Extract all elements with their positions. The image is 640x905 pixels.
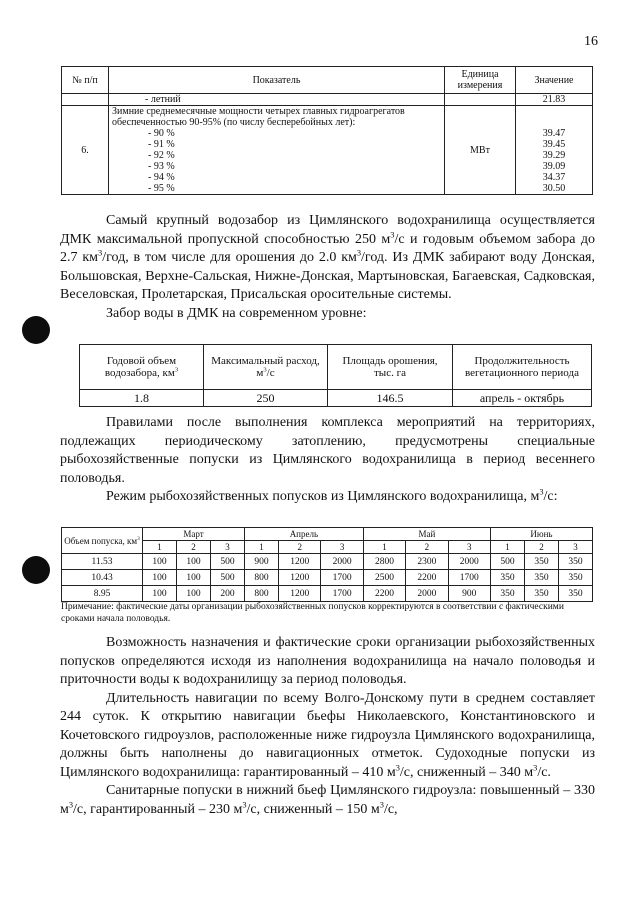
paragraph-intake: Забор воды в ДМК на современном уровне: <box>106 305 367 321</box>
superscript: 3 <box>379 799 384 809</box>
cell: 350 <box>524 570 558 586</box>
header-decade: 2 <box>406 541 448 554</box>
header-max-flow <box>204 345 328 390</box>
cell: 350 <box>558 570 592 586</box>
row6-item-value: 39.47 <box>542 128 566 139</box>
paragraph-fishery <box>60 414 595 507</box>
header-annual-volume <box>80 345 204 390</box>
cell: 100 <box>177 586 211 602</box>
header-decade: 2 <box>279 541 321 554</box>
header-text: Максимальный расход, м <box>211 355 320 379</box>
row6-unit: МВт <box>445 106 516 195</box>
row6-item-label: - 90 % <box>148 128 175 139</box>
header-no: № п/п <box>62 67 109 94</box>
summer-label: - летний <box>109 94 445 106</box>
para3-text: Правилами после выполнения комплекса мероприятий на территориях, подлежащих периодическому затоплению, предусмотрены специальные рыбохозяйственные попуски из Цимлянского водохранилища в период весеннего половодья. <box>60 415 595 486</box>
cell: 500 <box>211 570 245 586</box>
cell: 1700 <box>321 586 363 602</box>
cell: 250 <box>204 390 328 407</box>
cell: 2200 <box>406 570 448 586</box>
header-decade: 1 <box>143 541 177 554</box>
para7-part: /с, <box>383 801 398 817</box>
cell: 146.5 <box>328 390 453 407</box>
dmk-table-header <box>80 345 592 390</box>
table-row <box>62 554 593 570</box>
header-value: Значение <box>516 67 593 94</box>
row6-title: Зимние среднемесячные мощности четырех главных гидроагрегатов обеспеченностью 90-95% (по числу бесперебойных лет): <box>112 106 405 128</box>
para4-text <box>60 488 595 507</box>
paragraph-dmk <box>60 212 595 323</box>
indicator-table <box>61 66 593 195</box>
superscript: 3 <box>390 229 395 239</box>
empty-cell <box>62 94 109 106</box>
row6-item-label: - 95 % <box>148 183 175 194</box>
row6-no: 6. <box>62 106 109 195</box>
punch-hole-top <box>22 316 50 344</box>
para1-text: Самый крупный водозабор из Цимлянского водохранилища осуществляется ДМК максимальной пропускной способностью 250 м <box>60 213 595 247</box>
cell: 350 <box>524 586 558 602</box>
superscript: 3 <box>68 799 74 809</box>
para7-part: /с, сниженный – 150 м <box>246 801 380 817</box>
superscript: 3 <box>137 535 140 542</box>
cell: 200 <box>211 586 245 602</box>
table-row <box>62 106 593 195</box>
para5-text: Возможность назначения и фактические сроки организации рыбохозяйственных попусков определяются исходя из наполнения водохранилища на начало половодья и приточности воды к водохранилищу за период половодья. <box>60 635 595 687</box>
cell: 1700 <box>448 570 490 586</box>
superscript: 3 <box>356 248 362 258</box>
cell: 1200 <box>279 554 321 570</box>
header-vegetation-period: Продолжительность вегетационного периода <box>453 345 592 390</box>
superscript: 3 <box>533 762 538 772</box>
cell: 100 <box>177 570 211 586</box>
cell: 800 <box>245 570 279 586</box>
cell: 900 <box>245 554 279 570</box>
header-unit: Единица измерения <box>445 67 516 94</box>
cell: 350 <box>558 554 592 570</box>
cell: 2000 <box>406 586 448 602</box>
table-row <box>80 390 592 407</box>
cell: 100 <box>177 554 211 570</box>
summer-value: 21.83 <box>516 94 593 106</box>
cell: 100 <box>143 586 177 602</box>
cell: 100 <box>143 570 177 586</box>
superscript: 3 <box>263 366 267 374</box>
cell: 2000 <box>448 554 490 570</box>
table-row <box>62 94 593 106</box>
row6-item-value: 39.09 <box>542 161 566 172</box>
superscript: 3 <box>242 799 247 809</box>
cell: 8.95 <box>62 586 143 602</box>
punch-hole-bottom <box>22 556 50 584</box>
row6-item-value: 34.37 <box>542 172 566 183</box>
para6-part: Длительность навигации по всему Волго-Донскому пути в среднем составляет 244 суток. К открытию навигации бьефы Николаевского, Константиновского и Кочетовского гидроузлов, расположенные ниже гидроузла Цимлянского водохранилища, должны быть наполнены до навигационных отметок. Судоходные попуски из Цимлянского водохранилища: гарантированный – 410 м <box>60 690 595 780</box>
cell: 350 <box>490 586 524 602</box>
header-decade: 3 <box>321 541 363 554</box>
row6-item-value: 39.29 <box>542 150 566 161</box>
page-number: 16 <box>584 34 598 49</box>
para7-text <box>60 782 595 819</box>
fishery-release-table <box>61 527 593 602</box>
para1-text: /год, в том числе для орошения до 2.0 км <box>102 250 357 265</box>
cell: 11.53 <box>62 554 143 570</box>
header-month: Июнь <box>490 528 592 541</box>
header-decade: 2 <box>524 541 558 554</box>
table-row <box>62 570 593 586</box>
header-text: /с <box>266 367 275 379</box>
para7-part: /с, гарантированный – 230 м <box>73 801 243 817</box>
row6-item-value: 39.45 <box>542 139 566 150</box>
dmk-intake-table <box>79 344 592 407</box>
row6-item-label: - 92 % <box>148 150 175 161</box>
empty-cell <box>445 94 516 106</box>
row6-item-label: - 93 % <box>148 161 175 172</box>
para7-part: Санитарные попуски в нижний бьеф Цимлянского гидроузла: повышенный – 330 м <box>60 783 595 817</box>
cell: 10.43 <box>62 570 143 586</box>
cell: 2800 <box>363 554 405 570</box>
para1-text: /год. Из ДМК забирают воду Донская, Большовская, Верхне-Сальская, Нижне-Донская, Мартыновская, Багаевская, Садковская, Веселовская, Пролетарская, Присальская оросительные системы. <box>60 250 595 302</box>
row6-description <box>109 106 445 195</box>
table-row <box>62 586 593 602</box>
header-decade: 1 <box>245 541 279 554</box>
cell: 2200 <box>363 586 405 602</box>
cell: 1.8 <box>80 390 204 407</box>
header-text: Объем попуска, км <box>64 535 138 546</box>
para6-part: /с. <box>537 764 551 780</box>
fishery-table-header <box>62 528 593 541</box>
cell: 1200 <box>279 570 321 586</box>
cell: 900 <box>448 586 490 602</box>
superscript: 3 <box>539 487 544 497</box>
header-indicator: Показатель <box>109 67 445 94</box>
row6-item-value: 30.50 <box>542 183 566 194</box>
cell: 500 <box>490 554 524 570</box>
header-decade: 3 <box>448 541 490 554</box>
cell: 350 <box>558 586 592 602</box>
superscript: 3 <box>174 366 179 374</box>
para4-part: /с: <box>543 489 558 504</box>
header-month: Май <box>363 528 490 541</box>
row6-values <box>516 106 593 195</box>
cell: 500 <box>211 554 245 570</box>
para6-part: /с, сниженный – 340 м <box>399 764 534 780</box>
header-decade: 2 <box>177 541 211 554</box>
header-decade: 3 <box>211 541 245 554</box>
cell: 2000 <box>321 554 363 570</box>
para6-text <box>60 690 595 783</box>
row6-item-label: - 94 % <box>148 172 175 183</box>
cell: 1200 <box>279 586 321 602</box>
cell: 800 <box>245 586 279 602</box>
header-month: Март <box>143 528 245 541</box>
para4-part: Режим рыбохозяйственных попусков из Цимлянского водохранилища, м <box>106 489 540 504</box>
cell: 2500 <box>363 570 405 586</box>
header-month: Апрель <box>245 528 364 541</box>
header-volume <box>62 528 143 554</box>
cell: 2300 <box>406 554 448 570</box>
header-text: Годовой объем водозабора, км <box>104 355 177 379</box>
header-decade: 1 <box>490 541 524 554</box>
table-note: Примечание: фактические даты организации рыбохозяйственных попусков корректируются в соответствии с фактическими сроками начала половодья. <box>61 602 564 624</box>
cell: 350 <box>524 554 558 570</box>
cell: 350 <box>490 570 524 586</box>
header-irrigation-area: Площадь орошения, тыс. га <box>328 345 453 390</box>
cell: апрель - октябрь <box>453 390 592 407</box>
header-decade: 3 <box>558 541 592 554</box>
indicator-table-header <box>62 67 593 94</box>
row6-item-label: - 91 % <box>148 139 175 150</box>
header-decade: 1 <box>363 541 405 554</box>
paragraph-navigation <box>60 634 595 819</box>
superscript: 3 <box>98 248 103 258</box>
cell: 1700 <box>321 570 363 586</box>
superscript: 3 <box>395 762 400 772</box>
para1-text: /с и годовым объемом забора до 2.7 км <box>60 231 596 265</box>
cell: 100 <box>143 554 177 570</box>
